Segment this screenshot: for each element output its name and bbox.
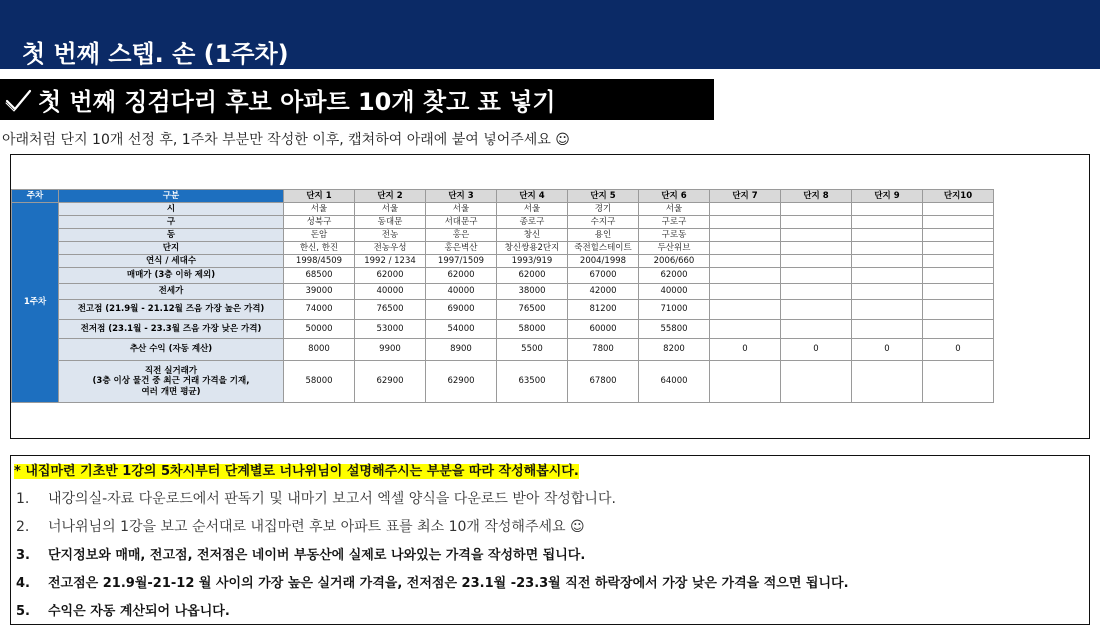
row-label-line: 여러 개면 평균) [141, 386, 201, 397]
table-row [12, 268, 994, 284]
table-cell: 서대문구 [426, 216, 497, 229]
table-cell [923, 216, 994, 229]
table-cell: 홍은 [426, 229, 497, 242]
table-row [12, 339, 994, 361]
table-cell: 0 [923, 339, 994, 361]
table-row [12, 300, 994, 320]
header-complex: 단지 4 [497, 190, 568, 203]
table-cell: 동대문 [355, 216, 426, 229]
note-number: 4. [16, 576, 30, 591]
row-label: 동 [59, 229, 284, 242]
table-cell: 39000 [284, 284, 355, 300]
table-cell: 죽전힐스테이트 [568, 242, 639, 255]
row-label: 단지 [59, 242, 284, 255]
top-banner [0, 0, 1100, 69]
table-cell: 구로동 [639, 229, 710, 242]
table-cell [781, 300, 852, 320]
table-cell [710, 361, 781, 403]
table-row [12, 242, 994, 255]
table-cell: 71000 [639, 300, 710, 320]
table-cell: 돈암 [284, 229, 355, 242]
table-cell: 62000 [426, 268, 497, 284]
table-cell: 58000 [497, 320, 568, 339]
table-cell: 서울 [497, 203, 568, 216]
table-cell [852, 268, 923, 284]
note-item [16, 516, 585, 536]
table-cell: 40000 [355, 284, 426, 300]
table-cell: 창신 [497, 229, 568, 242]
row-label: 추산 수익 (자동 계산) [59, 339, 284, 361]
table-cell: 8200 [639, 339, 710, 361]
table-cell: 60000 [568, 320, 639, 339]
table-cell: 창신쌍용2단지 [497, 242, 568, 255]
table-cell: 53000 [355, 320, 426, 339]
row-label: 시 [59, 203, 284, 216]
table-cell [923, 284, 994, 300]
table-cell: 9900 [355, 339, 426, 361]
row-label-line: 직전 실거래가 [144, 365, 198, 376]
table-cell [852, 242, 923, 255]
table-row [12, 255, 994, 268]
table-cell: 구로구 [639, 216, 710, 229]
table-row [12, 203, 994, 216]
header-category: 구분 [59, 190, 284, 203]
table-cell: 76500 [355, 300, 426, 320]
table-cell: 69000 [426, 300, 497, 320]
table-cell: 0 [710, 339, 781, 361]
note-item [16, 544, 585, 563]
row-label: 전저점 (23.1월 - 23.3월 즈음 가장 낮은 가격) [59, 320, 284, 339]
note-item [16, 600, 230, 619]
table-cell [710, 203, 781, 216]
note-text: 수익은 자동 계산되어 나옵니다. [48, 604, 230, 619]
table-cell: 50000 [284, 320, 355, 339]
note-text: 단지정보와 매매, 전고점, 전저점은 네이버 부동산에 실제로 나와있는 가격을 작성하면 됩니다. [48, 548, 586, 563]
header-complex: 단지 6 [639, 190, 710, 203]
table-cell: 한신, 한진 [284, 242, 355, 255]
note-number: 5. [16, 604, 30, 619]
apartment-table [11, 189, 994, 403]
table-cell: 경기 [568, 203, 639, 216]
table-row [12, 361, 994, 403]
section-title-bar [0, 79, 714, 120]
table-cell [710, 268, 781, 284]
header-complex: 단지 9 [852, 190, 923, 203]
table-cell [852, 216, 923, 229]
table-cell [923, 229, 994, 242]
table-cell [852, 320, 923, 339]
table-cell: 성북구 [284, 216, 355, 229]
table-row [12, 229, 994, 242]
table-cell [923, 300, 994, 320]
table-cell [710, 216, 781, 229]
table-cell: 55800 [639, 320, 710, 339]
note-number: 2. [16, 519, 30, 535]
table-cell: 8000 [284, 339, 355, 361]
note-item [16, 572, 849, 591]
table-row [12, 284, 994, 300]
table-cell: 74000 [284, 300, 355, 320]
table-cell [923, 320, 994, 339]
table-cell: 전농우성 [355, 242, 426, 255]
table-cell: 종로구 [497, 216, 568, 229]
header-complex: 단지10 [923, 190, 994, 203]
table-cell [852, 361, 923, 403]
highlight-note: * 내집마련 기초반 1강의 5차시부터 단계별로 너나위님이 설명해주시는 부분을 따라 작성해봅시다. [14, 464, 579, 479]
row-label: 매매가 (3층 이하 제외) [59, 268, 284, 284]
table-cell: 67000 [568, 268, 639, 284]
table-cell: 8900 [426, 339, 497, 361]
table-cell [710, 255, 781, 268]
table-cell [852, 203, 923, 216]
table-cell [852, 229, 923, 242]
note-text: 내강의실-자료 다운로드에서 판독기 및 내마기 보고서 엑셀 양식을 다운로드 받아 작성합니다. [48, 491, 616, 507]
week-cell: 1주차 [12, 203, 59, 403]
header-complex: 단지 2 [355, 190, 426, 203]
table-cell: 54000 [426, 320, 497, 339]
header-complex: 단지 8 [781, 190, 852, 203]
header-complex: 단지 5 [568, 190, 639, 203]
table-cell: 서울 [355, 203, 426, 216]
row-label: 전고점 (21.9월 - 21.12월 즈음 가장 높은 가격) [59, 300, 284, 320]
table-cell: 1992 / 1234 [355, 255, 426, 268]
table-cell: 서울 [639, 203, 710, 216]
table-cell [781, 216, 852, 229]
note-text: 너나위님의 1강을 보고 순서대로 내집마련 후보 아파트 표를 최소 10개 작성해주세요 ☺ [48, 519, 585, 535]
table-cell [781, 361, 852, 403]
table-cell [923, 255, 994, 268]
table-cell [781, 229, 852, 242]
instruction-text: 아래처럼 단지 10개 선정 후, 1주차 부분만 작성한 이후, 캡쳐하여 아래에 붙여 넣어주세요 ☺ [2, 132, 570, 148]
table-cell [852, 255, 923, 268]
table-cell [781, 255, 852, 268]
table-cell: 2006/660 [639, 255, 710, 268]
table-cell: 67800 [568, 361, 639, 403]
table-cell: 58000 [284, 361, 355, 403]
table-cell: 0 [781, 339, 852, 361]
header-week: 주차 [12, 190, 59, 203]
table-cell: 38000 [497, 284, 568, 300]
table-cell: 40000 [426, 284, 497, 300]
note-text: 전고점은 21.9월-21-12 월 사이의 가장 높은 실거래 가격을, 전저점은 23.1월 -23.3월 직전 하락장에서 가장 낮은 가격을 적으면 됩니다. [48, 576, 849, 591]
table-cell: 전농 [355, 229, 426, 242]
table-cell: 1998/4509 [284, 255, 355, 268]
table-cell: 63500 [497, 361, 568, 403]
row-label: 구 [59, 216, 284, 229]
note-number: 1. [16, 491, 30, 507]
page-title: 첫 번째 스텝. 손 (1주차) [22, 40, 289, 68]
table-cell [923, 268, 994, 284]
table-cell [923, 361, 994, 403]
row-label: 연식 / 세대수 [59, 255, 284, 268]
note-item [16, 488, 616, 508]
table-cell: 1997/1509 [426, 255, 497, 268]
row-label: 전세가 [59, 284, 284, 300]
table-cell [781, 320, 852, 339]
table-cell: 76500 [497, 300, 568, 320]
table-cell [710, 284, 781, 300]
table-cell [710, 242, 781, 255]
table-cell [781, 284, 852, 300]
table-cell: 64000 [639, 361, 710, 403]
table-cell [781, 242, 852, 255]
table-cell: 62000 [497, 268, 568, 284]
table-row [12, 320, 994, 339]
table-cell: 홍은벽산 [426, 242, 497, 255]
table-cell: 81200 [568, 300, 639, 320]
table-cell: 42000 [568, 284, 639, 300]
row-label-line: (3층 이상 물건 중 최근 거래 가격을 기재, [92, 376, 250, 387]
table-cell: 2004/1998 [568, 255, 639, 268]
table-cell: 1993/919 [497, 255, 568, 268]
table-cell: 40000 [639, 284, 710, 300]
table-cell: 62000 [355, 268, 426, 284]
table-cell: 수지구 [568, 216, 639, 229]
table-cell [710, 229, 781, 242]
note-number: 3. [16, 548, 30, 563]
table-cell: 62000 [639, 268, 710, 284]
table-cell [781, 268, 852, 284]
table-cell [710, 300, 781, 320]
row-label [59, 361, 284, 403]
header-complex: 단지 7 [710, 190, 781, 203]
table-cell: 서울 [426, 203, 497, 216]
table-row [12, 216, 994, 229]
table-cell: 62900 [426, 361, 497, 403]
table-cell: 0 [852, 339, 923, 361]
table-cell: 7800 [568, 339, 639, 361]
table-cell: 5500 [497, 339, 568, 361]
section-title: 첫 번째 징검다리 후보 아파트 10개 찾고 표 넣기 [38, 88, 556, 116]
table-header-row [12, 190, 994, 203]
table-cell [923, 203, 994, 216]
table-cell [852, 300, 923, 320]
table-cell [852, 284, 923, 300]
table-cell: 62900 [355, 361, 426, 403]
table-cell [923, 242, 994, 255]
table-cell: 용인 [568, 229, 639, 242]
check-icon [2, 84, 34, 116]
header-complex: 단지 1 [284, 190, 355, 203]
header-complex: 단지 3 [426, 190, 497, 203]
table-cell: 서울 [284, 203, 355, 216]
table-cell [781, 203, 852, 216]
table-cell: 68500 [284, 268, 355, 284]
table-cell [710, 320, 781, 339]
table-cell: 두산위브 [639, 242, 710, 255]
